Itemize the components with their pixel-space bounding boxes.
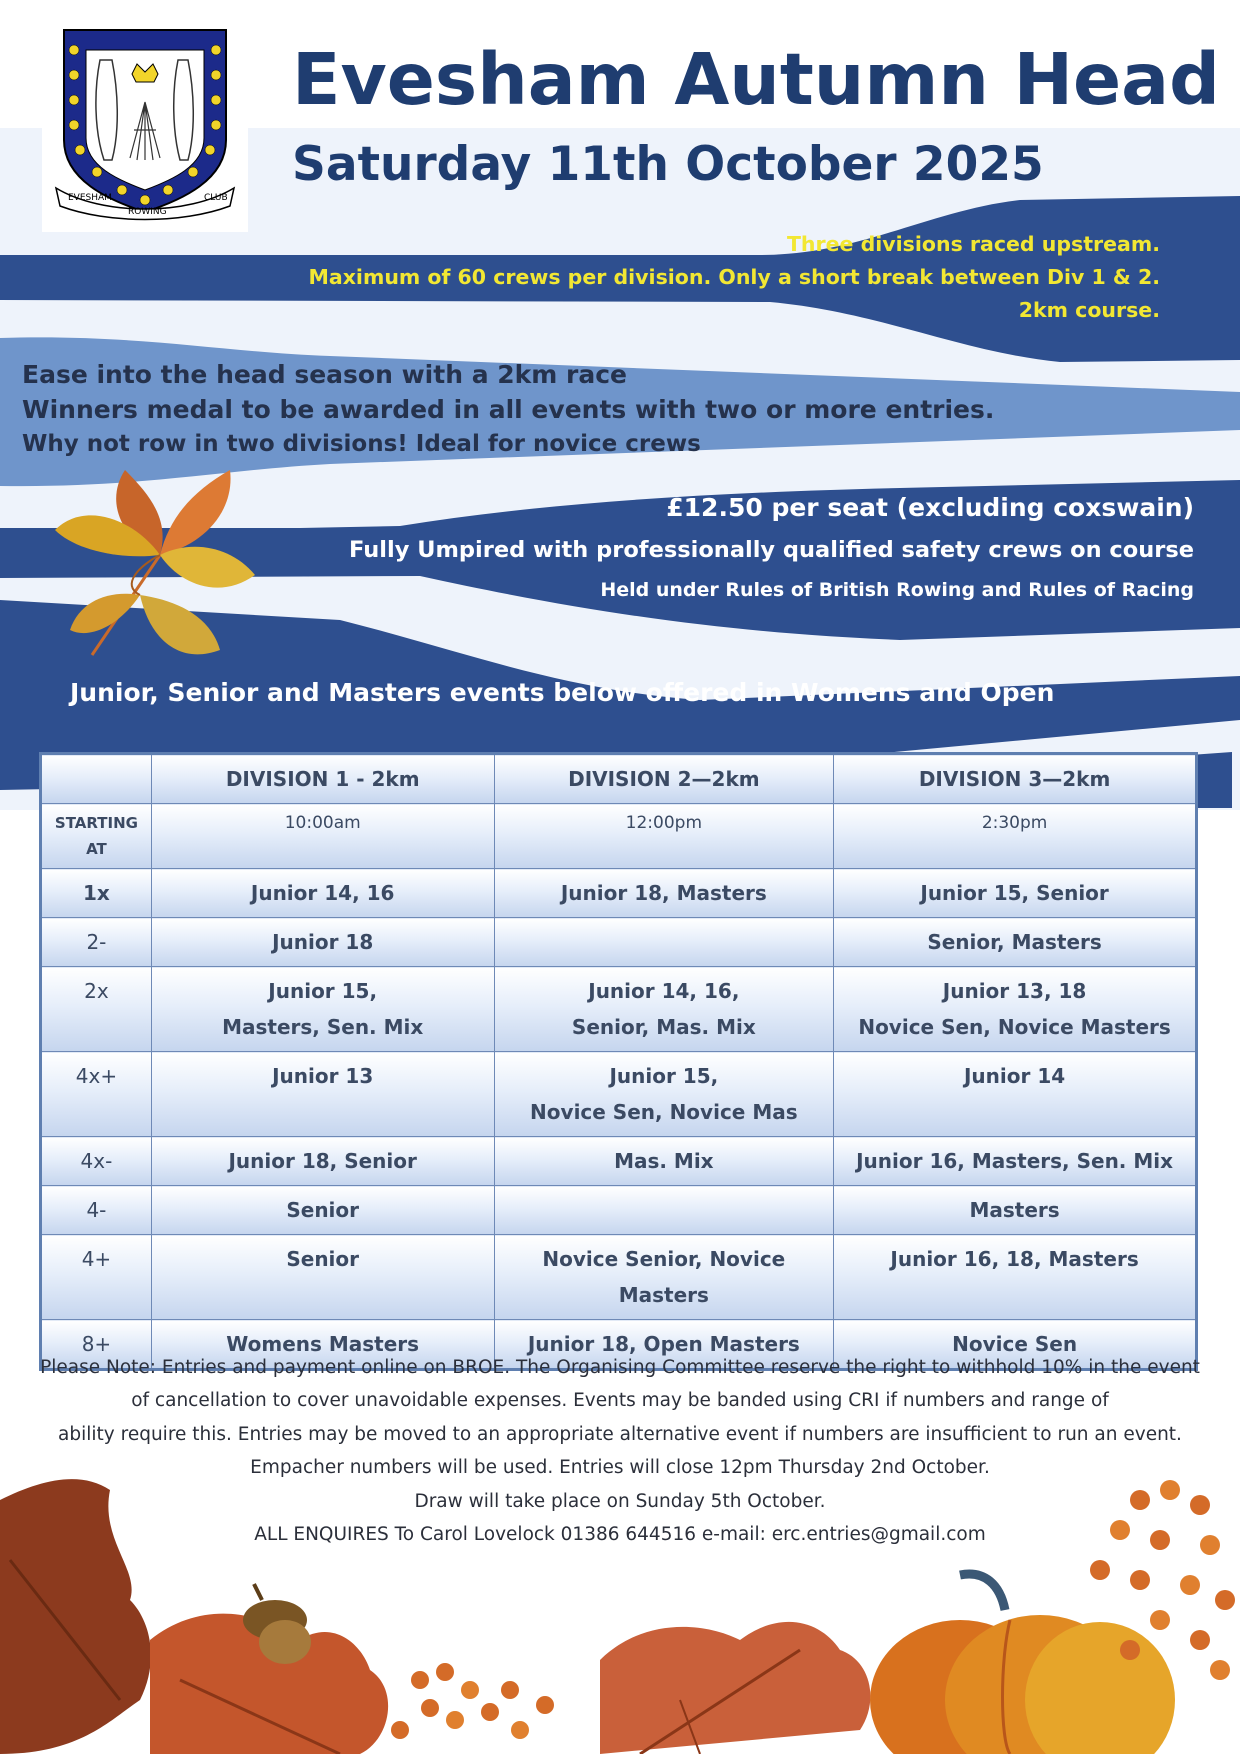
umpired-statement: Fully Umpired with professionally qualified safety crews on course [349, 537, 1194, 563]
start-time [494, 804, 834, 869]
division-table [39, 752, 1198, 1371]
event-cell [151, 1235, 494, 1320]
price-per-seat: £12.50 per seat (excluding coxswain) [666, 493, 1194, 522]
event-cell [494, 1186, 834, 1235]
event-text: Senior, Mas. Mix [571, 1015, 756, 1039]
event-text [499, 1192, 830, 1228]
pumpkin-icon [870, 1574, 1175, 1754]
intro-text [22, 357, 994, 462]
event-cell [494, 967, 834, 1052]
event-text: Junior 18, Senior [228, 1149, 417, 1173]
event-text: Womens Masters [226, 1332, 420, 1356]
event-cell [151, 1186, 494, 1235]
table-row [41, 1235, 1197, 1320]
boat-class-text: 4+ [81, 1247, 112, 1271]
boat-class [41, 967, 152, 1052]
starting-time-row [41, 804, 1197, 869]
note-line: Draw will take place on Sunday 5th October. [414, 1490, 826, 1512]
event-text: Masters [969, 1198, 1060, 1222]
event-date: Saturday 11th October 2025 [292, 137, 1044, 192]
event-cell [494, 1235, 834, 1320]
crest-text-left: EVESHAM [68, 193, 112, 203]
boat-class [41, 918, 152, 967]
boat-class [41, 869, 152, 918]
event-text: Junior 14, 16 [250, 881, 395, 905]
boat-class-text: 2x [84, 979, 109, 1003]
event-text: Junior 13 [272, 1064, 374, 1088]
pricing-block [349, 488, 1194, 608]
boat-class-text: 2- [86, 930, 107, 954]
table-header-cell: DIVISION 3—2km [834, 754, 1197, 804]
event-text: Junior 16, 18, Masters [890, 1247, 1139, 1271]
intro-line: Ease into the head season with a 2km race [22, 360, 628, 389]
boat-class [41, 1137, 152, 1186]
event-text: Junior 16, Masters, Sen. Mix [856, 1149, 1174, 1173]
race-info [308, 228, 1160, 327]
boat-class-text: 1x [83, 881, 110, 905]
crest-text-right: CLUB [204, 193, 228, 203]
event-cell [151, 967, 494, 1052]
start-time-text: 10:00am [284, 813, 361, 833]
event-text: Novice Senior, Novice Masters [542, 1247, 786, 1307]
event-text: Junior 15, [268, 979, 378, 1003]
event-cell [834, 1137, 1197, 1186]
event-cell [834, 1186, 1197, 1235]
event-cell [834, 967, 1197, 1052]
start-time-text: 12:00pm [625, 813, 702, 833]
event-cell [494, 1137, 834, 1186]
table-row [41, 1137, 1197, 1186]
page-title: Evesham Autumn Head [292, 38, 1220, 121]
event-text: Junior 13, 18 [942, 979, 1087, 1003]
note-line: of cancellation to cover unavoidable expenses. Events may be banded using CRI if numbers and range of [131, 1390, 1109, 1412]
boat-class-text: 4x- [80, 1149, 113, 1173]
notes-block [30, 1351, 1210, 1551]
event-cell [494, 918, 834, 967]
note-line: Please Note: Entries and payment online on BROE. The Organising Committee reserve the right to withhold 10% in the event [40, 1357, 1200, 1378]
crest-text-center: ROWING [128, 207, 167, 217]
event-cell [151, 1137, 494, 1186]
table-row [41, 918, 1197, 967]
note-line: Empacher numbers will be used. Entries will close 12pm Thursday 2nd October. [250, 1457, 990, 1479]
event-text: Masters, Sen. Mix [222, 1015, 424, 1039]
boat-class-text: 4x+ [75, 1064, 118, 1088]
event-text: Senior, Masters [927, 930, 1102, 954]
start-time [151, 804, 494, 869]
table-row [41, 869, 1197, 918]
event-cell [834, 1235, 1197, 1320]
event-text: Junior 14, 16, [588, 979, 740, 1003]
event-cell [834, 1052, 1197, 1137]
table-header-cell [41, 754, 152, 804]
starting-label-line: STARTING [54, 814, 138, 832]
event-cell [834, 918, 1197, 967]
boat-class [41, 1235, 152, 1320]
event-text: Junior 18 [272, 930, 374, 954]
events-offered-heading: Junior, Senior and Masters events below offered in Womens and Open [70, 678, 1055, 707]
event-text: Novice Sen [952, 1332, 1078, 1356]
race-info-line: Maximum of 60 crews per division. Only a short break between Div 1 & 2. [308, 265, 1160, 289]
table-header-cell: DIVISION 2—2km [494, 754, 834, 804]
event-text [156, 1094, 490, 1130]
event-text [838, 1094, 1191, 1130]
event-text: Junior 18, Masters [560, 881, 767, 905]
event-text: Junior 15, Senior [920, 881, 1109, 905]
intro-line: Winners medal to be awarded in all events with two or more entries. [22, 395, 995, 424]
event-cell [494, 1052, 834, 1137]
table-row [41, 967, 1197, 1052]
boat-class [41, 1052, 152, 1137]
table-row [41, 1052, 1197, 1137]
event-text: Junior 18, Open Masters [527, 1332, 800, 1356]
table-header-cell: DIVISION 1 - 2km [151, 754, 494, 804]
note-line: ALL ENQUIRES To Carol Lovelock 01386 644516 e-mail: erc.entries@gmail.com [254, 1524, 986, 1546]
intro-line: Why not row in two divisions! Ideal for novice crews [22, 431, 701, 457]
note-line: ability require this. Entries may be moved to an appropriate alternative event if numbers are insufficient to run an event. [58, 1423, 1182, 1445]
table-header-row [41, 754, 1197, 804]
event-text: Mas. Mix [614, 1149, 714, 1173]
event-cell [494, 869, 834, 918]
boat-class [41, 1186, 152, 1235]
event-text: Novice Sen, Novice Mas [530, 1100, 798, 1124]
boat-class-text: 4- [86, 1198, 107, 1222]
starting-label-line: AT [86, 840, 107, 858]
event-text: Junior 14 [963, 1064, 1066, 1088]
boat-class-text: 8+ [81, 1332, 112, 1356]
event-cell [151, 918, 494, 967]
starting-label [41, 804, 152, 869]
rules-statement: Held under Rules of British Rowing and Rules of Racing [600, 579, 1194, 601]
race-info-line: Three divisions raced upstream. [786, 232, 1160, 256]
event-text: Senior [286, 1198, 360, 1222]
start-time [834, 804, 1197, 869]
event-cell [834, 869, 1197, 918]
race-info-line: 2km course. [1018, 298, 1160, 322]
event-text: Novice Sen, Novice Masters [858, 1015, 1171, 1039]
table-row [41, 1186, 1197, 1235]
event-text: Junior 15, [609, 1064, 719, 1088]
event-text: Senior [286, 1247, 360, 1271]
berries-left-icon [391, 1663, 554, 1739]
club-crest-logo [42, 20, 248, 232]
start-time-text: 2:30pm [981, 813, 1048, 833]
event-cell [151, 1052, 494, 1137]
event-cell [151, 869, 494, 918]
bottom-leaf-center-icon [600, 1622, 870, 1754]
event-text [499, 924, 830, 960]
